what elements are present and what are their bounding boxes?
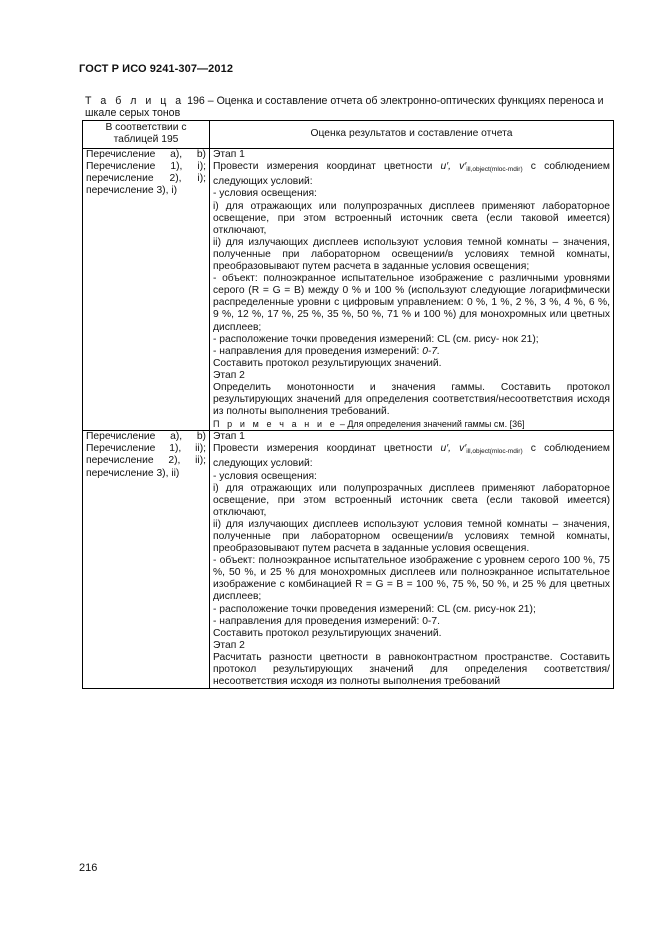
condition-emissive: ii) для излучающих дисплеев используют условия темной комнаты – значения, полученные при лабораторном освещении/в условиях темной комнаты, преобразовывают путем расчета в заданные условия освещения; (213, 236, 610, 273)
column-header-evaluation: Оценка результатов и составление отчета (210, 121, 614, 149)
reference-cell (83, 149, 210, 431)
measurement-location: - расположение точки проведения измерений: CL (см. рису- нок 21); (213, 333, 539, 345)
directions-prefix: - направления для проведения измерений: (213, 345, 420, 357)
conditions-label: - условия освещения: (213, 188, 317, 200)
reference-line: Перечисление 1), i); (86, 161, 206, 173)
directions-value: 0-7. (422, 345, 440, 357)
column-header-reference: В соответствии с таблицей 195 (83, 121, 210, 149)
reference-line: перечисление 3), ii) (86, 467, 180, 479)
conditions-label: - условия освещения: (213, 470, 317, 482)
note-text: – Для определения значений гаммы см. [36] (339, 419, 525, 430)
reference-line: Перечисление а), b) (86, 431, 206, 443)
directions-prefix: - направления для проведения измерений: (213, 615, 420, 627)
condition-reflective: i) для отражающих или полупрозрачных дисплеев применяют лабораторное освещение, при этом встроенный источник света (если таковой имеется) отключают, (213, 482, 610, 518)
directions-value: 0-7. (422, 615, 440, 627)
measurement-subscript: ill,object(mloc-mdir) (466, 166, 523, 174)
page-number: 216 (79, 862, 98, 874)
protocol-instruction: Составить протокол результирующих значений. (213, 627, 442, 639)
measurement-directions (213, 616, 610, 628)
protocol-instruction: Составить протокол результирующих значений. (213, 357, 442, 369)
stage-label: Этап 1 (213, 149, 245, 161)
stage-label: Этап 1 (213, 431, 245, 443)
table-header-row (83, 121, 614, 149)
reference-line: перечисление 2), ii); (86, 455, 206, 467)
measure-suffix: с соблюдением следующих условий: (213, 161, 610, 188)
condition-emissive: ii) для излучающих дисплеев используют условия темной комнаты – значения, полученные при лабораторном освещении/в условиях темной комнаты, преобразовывают путем расчета в заданные условия освещения. (213, 518, 610, 555)
measurement-directions (213, 346, 610, 358)
reference-cell (83, 431, 210, 689)
reference-line: перечисление 2), i); (86, 173, 206, 185)
evaluation-cell (210, 149, 614, 431)
stage-label: Этап 2 (213, 369, 245, 381)
stage2-text: Расчитать разности цветности в равноконтрастном пространстве. Составить протокол результирующих значений для определения соответствия/несоответствия исходя из полноты выполнения требований (213, 651, 610, 688)
reference-line: Перечисление а), b) (86, 149, 206, 161)
measure-prefix: Провести измерения координат цветности (213, 161, 433, 173)
table-row (83, 431, 614, 689)
caption-label: Т а б л и ц а (85, 95, 185, 107)
table-row (83, 149, 614, 431)
chromaticity-symbols: u′, v′ (440, 161, 467, 173)
measurement-instruction (213, 443, 610, 470)
stage2-text: Определить монотонности и значения гаммы. Составить протокол результирующих значений для определения соответствия/несоответствия исходя из полноты выполнения требований. (213, 381, 610, 418)
measure-prefix: Провести измерения координат цветности (213, 443, 433, 455)
standard-title: ГОСТ Р ИСО 9241-307—2012 (79, 63, 234, 75)
note-label: П р и м е ч а н и е (213, 419, 338, 430)
caption-text: 196 – Оценка и составление отчета об электронно-оптических функциях переноса и шкале серых тонов (85, 95, 604, 119)
test-object: - объект: полноэкранное испытательное изображение с уровнем серого 100 %, 75 %, 50 %, и 25 % для монохромных дисплеев или полноэкранное испытательное изображение с комбинацией R = G = B = 100 %, 75 %, 50 %, и 25 % для цветных дисплеев; (213, 555, 610, 603)
stage-label: Этап 2 (213, 639, 245, 651)
condition-reflective: i) для отражающих или полупрозрачных дисплеев применяют лабораторное освещение, при этом встроенный источник света (если таковой имеется) отключают, (213, 200, 610, 236)
table-caption (85, 95, 612, 119)
test-object: - объект: полноэкранное испытательное изображение с различными уровнями серого (R = G = B) между 0 % и 100 % (используют следующие логарифмически распределенные уровни с цифровым управлением: 0 %, 1 %, 2 %, 3 %, 4 %, 6 %, 9 %, 12 %, 17 %, 25 %, 35 %, 50 %, 71 % и 100 %) для монохромных или цветных дисплеев; (213, 273, 610, 333)
reference-line: перечисление 3), i) (86, 185, 178, 197)
measurement-instruction (213, 161, 610, 188)
table-note (213, 418, 610, 430)
chromaticity-symbols: u′, v′ (440, 443, 467, 455)
evaluation-cell (210, 431, 614, 689)
measurement-subscript: ill,object(mloc-mdir) (466, 448, 523, 456)
measurement-location: - расположение точки проведения измерений: CL (см. рису-нок 21); (213, 603, 536, 615)
evaluation-table (82, 120, 614, 689)
reference-line: Перечисление 1), ii); (86, 443, 206, 455)
measure-suffix: с соблюдением следующих условий: (213, 443, 610, 470)
